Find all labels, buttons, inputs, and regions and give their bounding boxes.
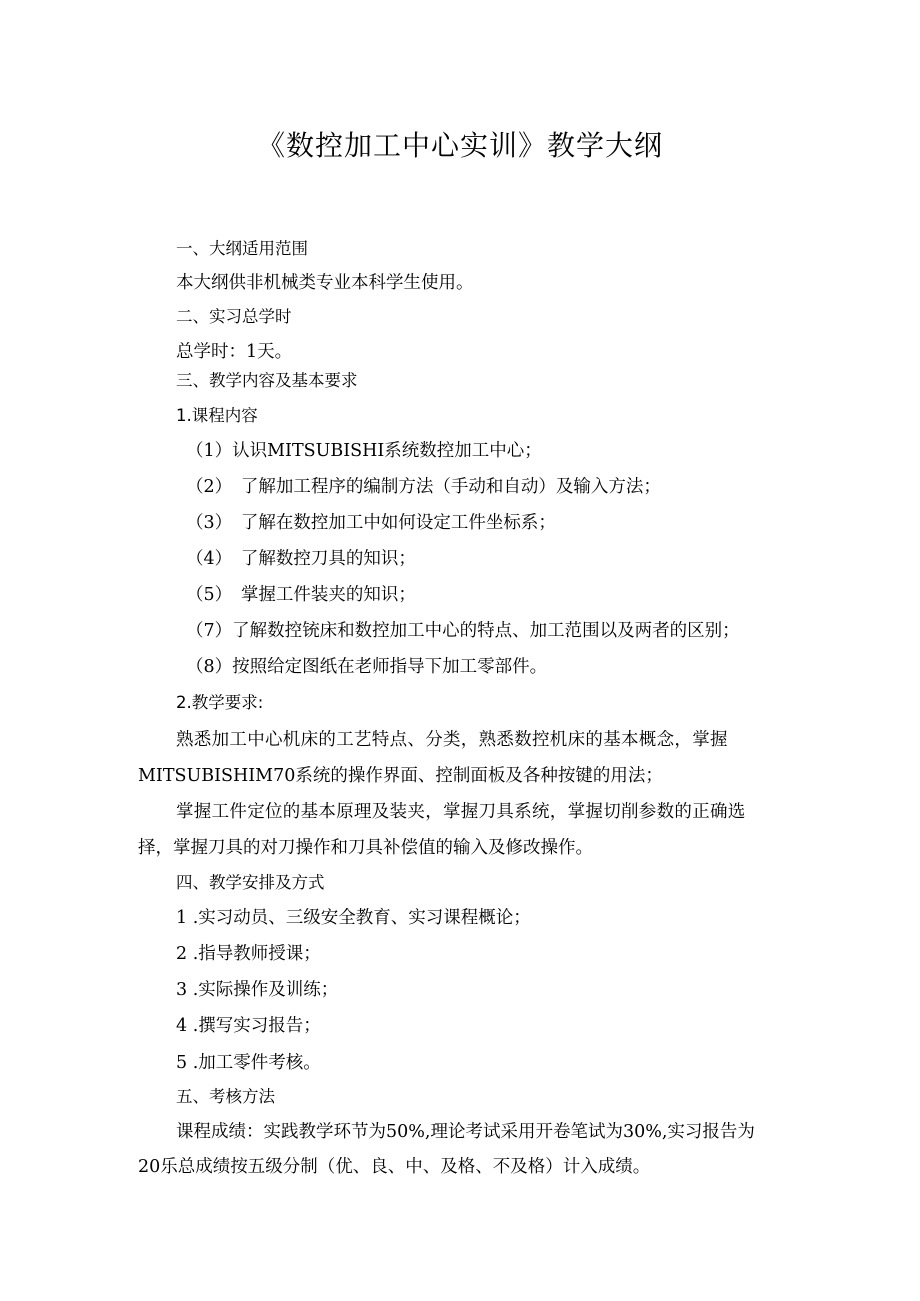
content-item: （4） 了解数控刀具的知识； (186, 549, 416, 569)
hours-text: 总学时：1天。 (176, 342, 293, 362)
section-heading-scope: 一、大纲适用范围 (176, 239, 308, 258)
arrangement-item: 3 .实际操作及训练； (176, 980, 339, 1000)
content-item: （8）按照给定图纸在老师指导下加工零部件。 (186, 657, 548, 677)
section-heading-arrangement: 四、教学安排及方式 (176, 873, 325, 892)
content-item: （2） 了解加工程序的编制方法（手动和自动）及输入方法； (186, 477, 661, 497)
section-heading-content: 三、教学内容及基本要求 (176, 371, 358, 390)
content-item: （7）了解数控铳床和数控加工中心的特点、加工范围以及两者的区别； (186, 621, 740, 641)
section-heading-assessment: 五、考核方法 (176, 1087, 275, 1106)
content-item: （3） 了解在数控加工中如何设定工件坐标系； (186, 513, 556, 533)
requirement-paragraph-1-line-1: 熟悉加工中心机床的工艺特点、分类，熟悉数控机床的基本概念，掌握 (176, 730, 728, 750)
document-title: 《数控加工中心实训》教学大纲 (256, 129, 663, 162)
content-item: （1）认识MITSUBISHI系统数控加工中心； (186, 441, 542, 461)
section-heading-hours: 二、实习总学时 (176, 307, 292, 326)
subheading-teaching-requirements: 2.教学要求: (176, 693, 264, 712)
arrangement-item: 1 .实习动员、三级安全教育、实习课程概论； (176, 908, 531, 928)
assessment-line-2: 20乐总成绩按五级分制（优、良、中、及格、不及格）计入成绩。 (138, 1157, 651, 1177)
requirement-paragraph-1-line-2: MITSUBISHIM70系统的操作界面、控制面板及各种按键的用法； (138, 766, 663, 786)
arrangement-item: 2 .指导教师授课； (176, 944, 321, 964)
arrangement-item: 5 .加工零件考核。 (176, 1053, 321, 1073)
content-item: （5） 掌握工件装夹的知识； (186, 585, 416, 605)
arrangement-item: 4 .撰写实习报告； (176, 1016, 321, 1036)
scope-text: 本大纲供非机械类专业本科学生使用。 (176, 273, 474, 293)
subheading-course-content: 1.课程内容 (176, 406, 258, 425)
requirement-paragraph-2-line-2: 择，掌握刀具的对刀操作和刀具补偿值的输入及修改操作。 (138, 838, 593, 858)
requirement-paragraph-2-line-1: 掌握工件定位的基本原理及装夹，掌握刀具系统，掌握切削参数的正确选 (176, 802, 746, 822)
assessment-line-1: 课程成绩：实践教学环节为50%,理论考试采用开卷笔试为30%,实习报告为 (176, 1122, 755, 1142)
